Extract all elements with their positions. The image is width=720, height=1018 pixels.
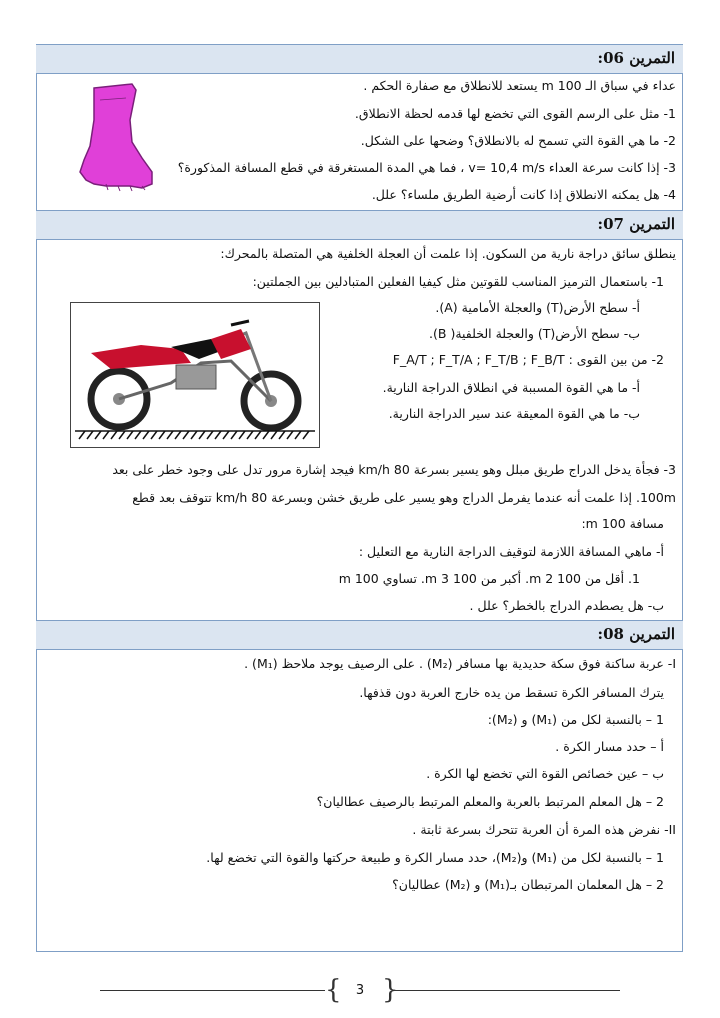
motorbike-figure (70, 302, 320, 448)
exercise-08-title: التمرين 08: (597, 625, 675, 643)
footer-rule-left (100, 990, 325, 991)
ex08-line-6: 2 – هل المعلم المرتبط بالعربة والمعلم المرتبط بالرصيف عطاليان؟ (316, 794, 664, 809)
ex07-line-10: مسافة 100 m: (581, 516, 664, 531)
ex06-line-1: عداء في سباق الـ 100 m يستعد للانطلاق مع صفارة الحكم . (363, 78, 676, 93)
footer-rule-right (395, 990, 620, 991)
ex08-line-8: 1 – بالنسبة لكل من (M₁) و(M₂)، حدد مسار الكرة و طبيعة حركتها والقوة التي تخضع لها. (206, 850, 664, 865)
ex07-line-5: 2- من بين القوى : F_A/T ; F_T/A ; F_T/B ; F_B/T (392, 352, 664, 367)
ex08-line-1: I- عربة ساكنة فوق سكة حديدية بها مسافر (M₂) . على الرصيف يوجد ملاحظ (M₁) . (244, 656, 676, 671)
exercise-06-header (36, 44, 683, 74)
ex06-line-2: 1- مثل على الرسم القوى التي تخضع لها قدمه لحظة الانطلاق. (354, 106, 676, 121)
ex07-line-3: أ- سطح الأرض(T) والعجلة الأمامية (A). (435, 300, 640, 315)
ex07-line-11: أ- ماهي المسافة اللازمة لتوقيف الدراجة النارية مع التعليل : (358, 544, 664, 559)
ex06-line-3: 2- ما هي القوة التي تسمح له بالانطلاق؟ وضحها على الشكل. (360, 133, 676, 148)
ex07-line-7: ب- ما هي القوة المعيقة عند سير الدراجة النارية. (388, 406, 640, 421)
exercise-07-title: التمرين 07: (597, 215, 675, 233)
exercise-06-title: التمرين 06: (597, 49, 675, 67)
exercise-07-header (36, 210, 683, 240)
footer-brace-left: { (325, 975, 342, 1005)
exercise-08-header (36, 620, 683, 650)
ex07-line-12: 1. أقل من 100 m 2. أكبر من 100 m 3. تساوي 100 m (338, 571, 640, 586)
ex07-line-6: أ- ما هي القوة المسببة في انطلاق الدراجة النارية. (382, 380, 640, 395)
ex06-line-5: 4- هل يمكنه الانطلاق إذا كانت أرضية الطريق ملساء؟ علل. (371, 187, 676, 202)
ex07-line-4: ب- سطح الأرض(T) والعجلة الخلفية( B). (429, 326, 640, 341)
ex08-line-4: أ – حدد مسار الكرة . (555, 739, 664, 754)
ex06-line-4: 3- إذا كانت سرعة العداء v= 10,4 m/s ، فما هي المدة المستغرقة في قطع المسافة المذكورة؟ (177, 160, 676, 175)
ex07-line-1: ينطلق سائق دراجة نارية من السكون. إذا علمت أن العجلة الخلفية هي المتصلة بالمحرك: (220, 246, 676, 261)
ex07-line-9: 100m. إذا علمت أنه عندما يفرمل الدراج وهو يسير على طريق خشن وبسرعة 80 km/h تتوقف بعد قطع (132, 490, 676, 505)
ex08-line-2: يترك المسافر الكرة تسقط من يده خارج العربة دون قذفها. (359, 685, 664, 700)
ex08-line-5: ب – عين خصائص القوة التي تخضع لها الكرة . (426, 766, 664, 781)
ex08-line-3: 1 – بالنسبة لكل من (M₁) و (M₂): (487, 712, 664, 727)
ex07-line-2: 1- باستعمال الترميز المناسب للقوتين مثل كيفيا الفعلين المتبادلين بين الجملتين: (252, 274, 664, 289)
foot-figure (60, 80, 160, 205)
ex08-line-9: 2 – هل المعلمان المرتبطان بـ(M₁) و (M₂) عطاليان؟ (392, 877, 664, 892)
ex08-line-7: II- نفرض هذه المرة أن العربة تتحرك بسرعة ثابتة . (412, 822, 676, 837)
footer-brace-right: } (382, 975, 399, 1005)
page-number: 3 (355, 983, 365, 998)
ex07-line-13: ب- هل يصطدم الدراج بالخطر؟ علل . (469, 598, 664, 613)
ex07-line-8: 3- فجأة يدخل الدراج طريق مبلل وهو يسير بسرعة 80 km/h فيجد إشارة مرور تدل على وجود خطر على بعد (112, 462, 676, 477)
